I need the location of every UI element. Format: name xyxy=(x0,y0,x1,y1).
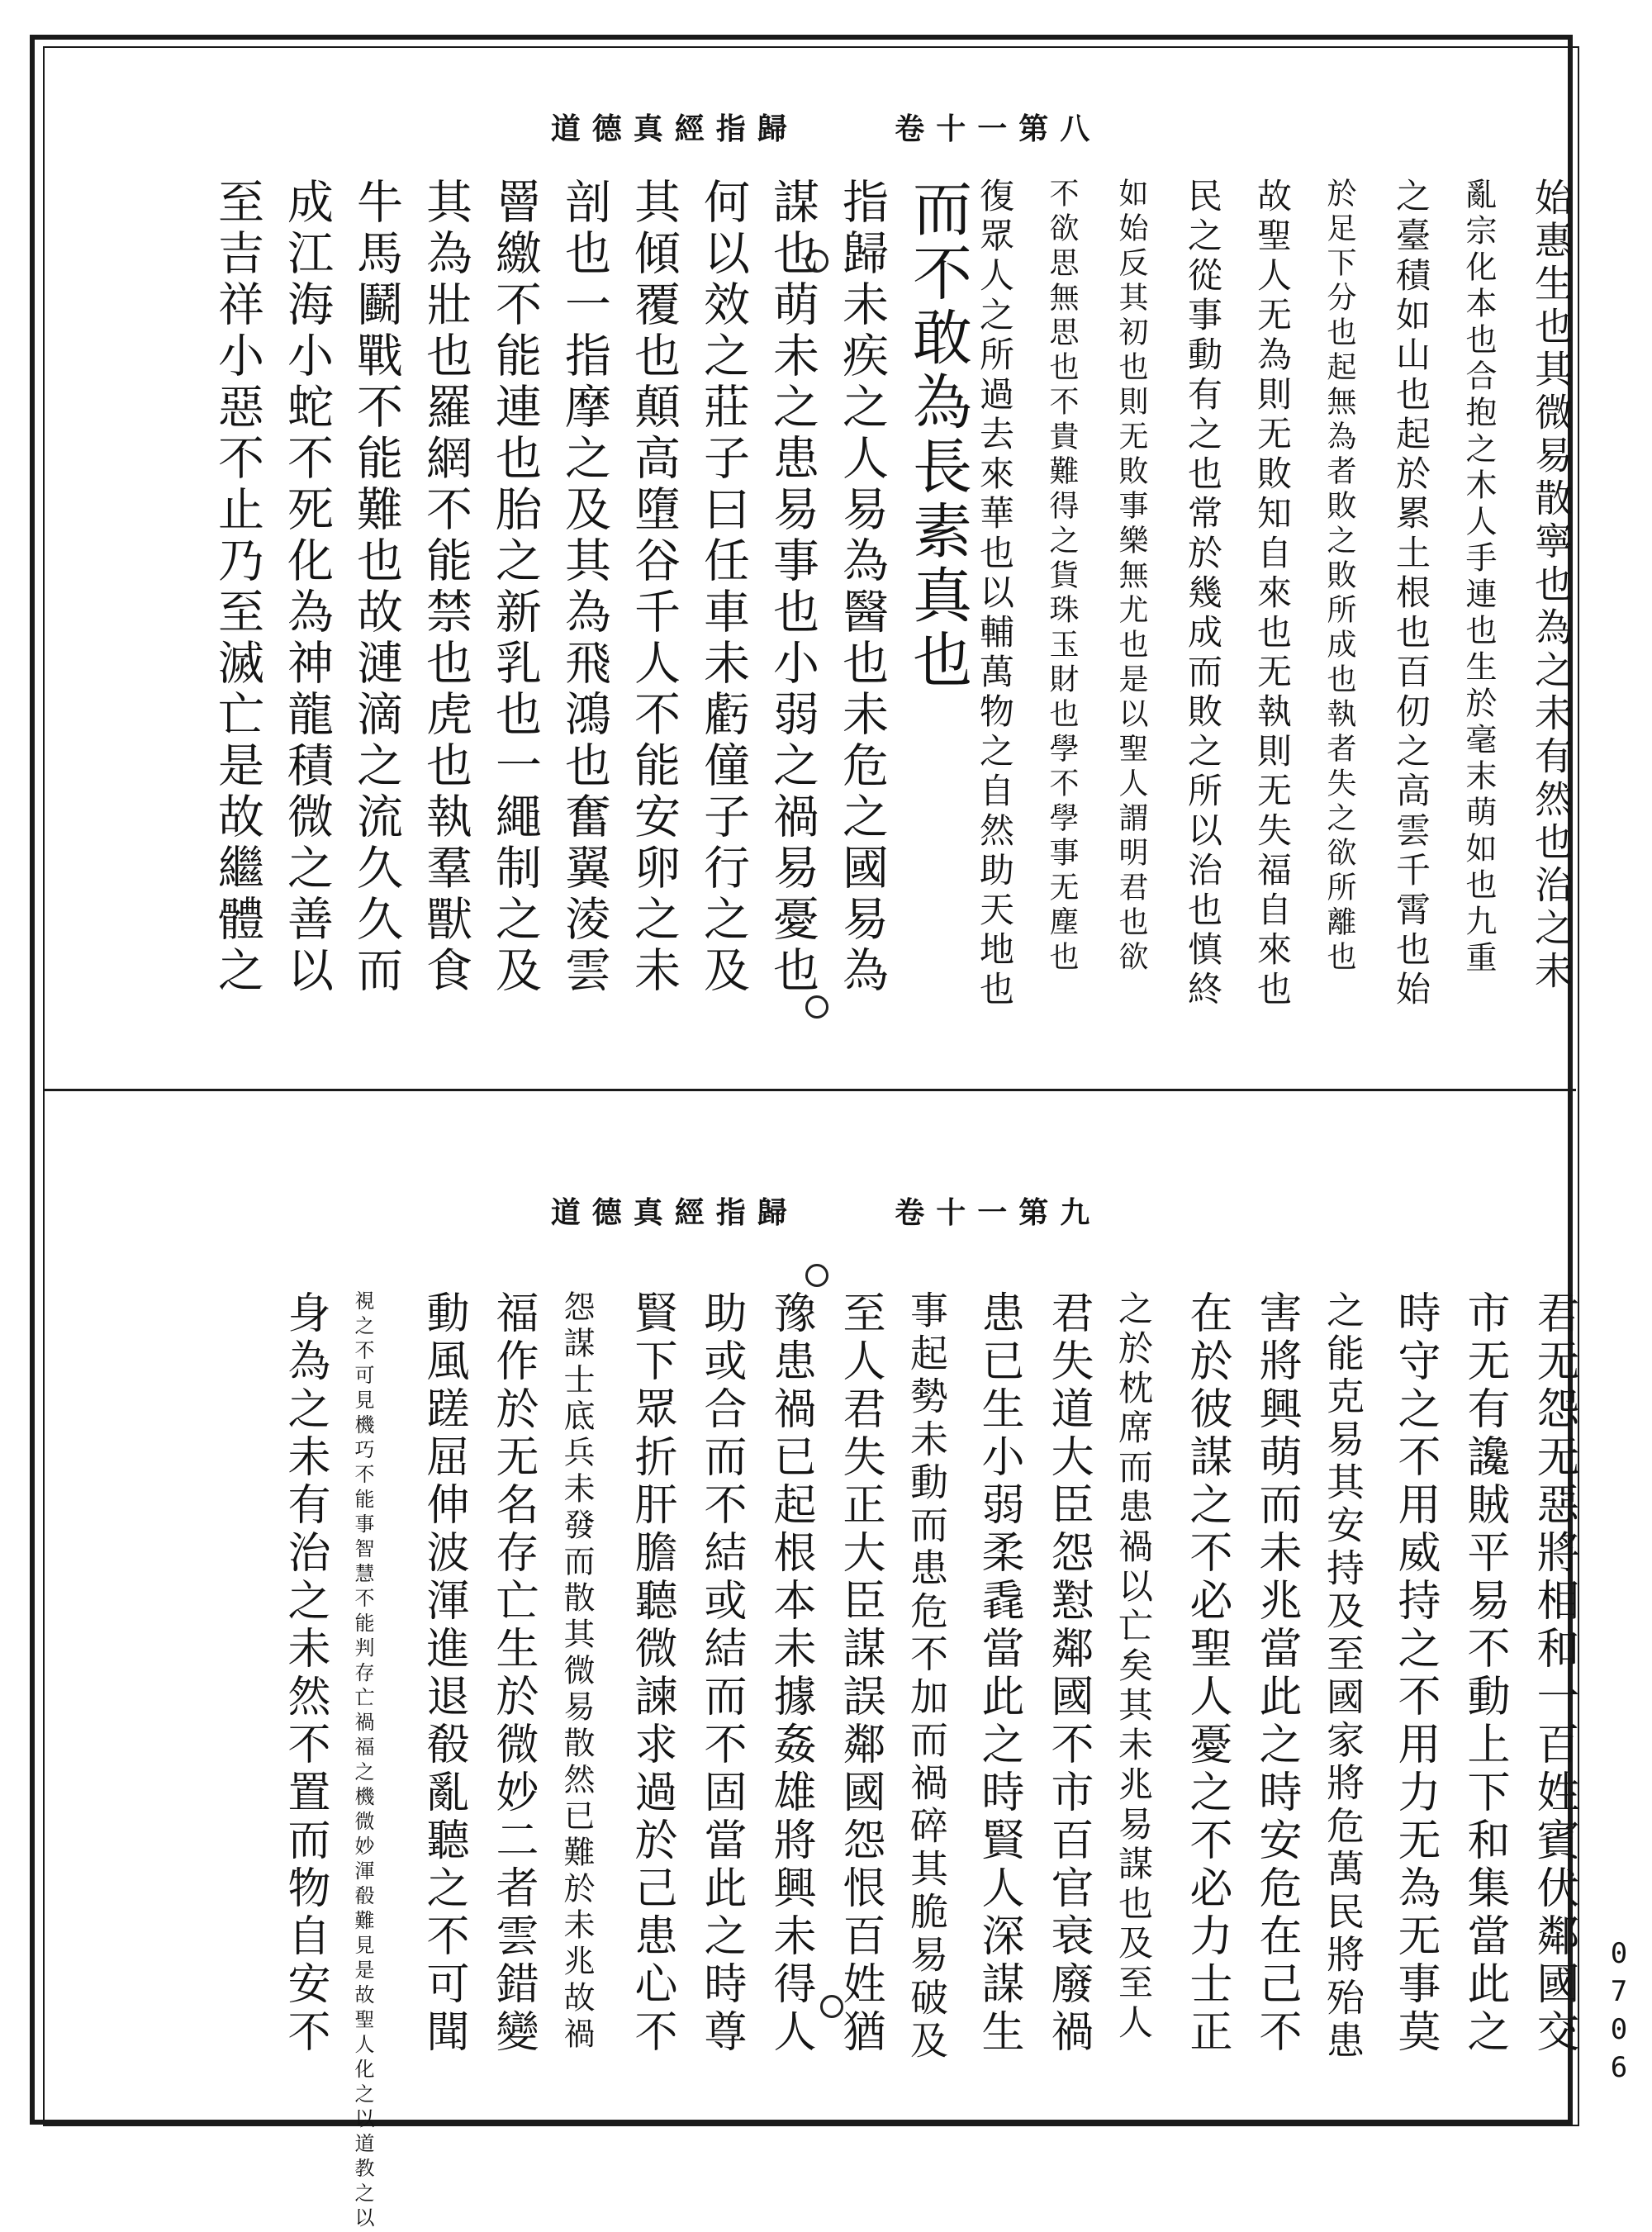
text-column: 動風蹉屈伸波渾進退殽亂聽之不可聞 xyxy=(419,1290,468,2057)
text-column: 如始反其初也則无敗事樂無尤也是以聖人謂明君也欲 xyxy=(1114,178,1148,976)
text-column: 其傾覆也顛高墮谷千人不能安卵之未 xyxy=(627,178,681,997)
bottom-panel-text xyxy=(74,1290,1586,2232)
text-column: 至吉祥小惡不止乃至滅亡是故繼體之 xyxy=(211,178,264,997)
text-column: 始惠生也其微易散寧也為之未有然也治之未 xyxy=(1529,178,1574,994)
top-panel-header xyxy=(0,106,1652,148)
text-column: 市无有讒賊平易不動上下和集當此之 xyxy=(1460,1290,1509,2057)
volume-label: 卷十一第九 xyxy=(895,1195,1102,1230)
text-column: 剖也一指摩之及其為飛鴻也奮翼淩雲 xyxy=(558,178,611,997)
text-column: 時守之不用威持之不用力无為无事莫 xyxy=(1390,1290,1440,2057)
text-column: 身為之未有治之未然不置而物自安不 xyxy=(280,1290,330,2057)
text-column: 至人君失正大臣謀誤鄰國怨恨百姓猶 xyxy=(835,1290,885,2057)
section-marker-circle xyxy=(820,1995,843,2018)
book-title: 道德真經指歸 xyxy=(550,112,799,146)
text-column: 事起勢未動而患危不加而禍碎其脆易破及 xyxy=(904,1290,949,2063)
volume-label: 卷十一第八 xyxy=(895,112,1102,146)
section-marker-circle xyxy=(805,1264,828,1287)
text-column: 不欲思無思也不貴難得之貨珠玉財也學不學事无塵也 xyxy=(1045,178,1079,976)
text-column: 助或合而不結或結而不固當此之時尊 xyxy=(696,1290,746,2057)
text-column: 而不敢為長素真也 xyxy=(903,178,972,693)
text-column: 指歸未疾之人易為醫也未危之國易為 xyxy=(835,178,889,997)
section-marker-circle xyxy=(805,995,828,1019)
text-column: 之臺積如山也起於累土根也百仞之高雲千霄也始 xyxy=(1391,178,1431,1010)
text-column: 謀也萌未之患易事也小弱之禍易憂也 xyxy=(766,178,819,997)
text-column: 患已生小弱柔毳當此之時賢人深謀生 xyxy=(974,1290,1023,2057)
text-column: 君无怨无惡將相和一百姓賓伏鄰國交 xyxy=(1529,1290,1578,2057)
text-column: 怨謀士底兵未發而散其微易散然已難於未兆故禍 xyxy=(558,1290,595,2054)
top-panel-text xyxy=(74,178,1586,1012)
text-column: 復眾人之所過去來華也以輔萬物之自然助天地也 xyxy=(975,178,1015,1010)
text-column: 在於彼謀之不必聖人憂之不必力士正 xyxy=(1182,1290,1232,2057)
text-column: 其為壯也羅網不能禁也虎也執羣獸食 xyxy=(419,178,472,997)
book-title: 道德真經指歸 xyxy=(550,1195,799,1230)
text-column: 罾繳不能連也胎之新乳也一繩制之及 xyxy=(488,178,542,997)
text-column: 豫患禍已起根本未據姦雄將興未得人 xyxy=(766,1290,815,2057)
text-column: 賢下眾折肝膽聽微諫求過於己患心不 xyxy=(627,1290,676,2057)
panel-divider xyxy=(43,1089,1576,1091)
text-column: 牛馬鬬戰不能難也故漣滴之流久久而 xyxy=(349,178,403,997)
bottom-panel-header xyxy=(0,1190,1652,1232)
text-column: 何以效之莊子曰任車未虧僮子行之及 xyxy=(696,178,750,997)
section-marker-circle xyxy=(805,249,828,273)
text-column: 於足下分也起無為者敗之敗所成也執者失之欲所離也 xyxy=(1322,178,1356,976)
page-number: 0706 xyxy=(1602,1937,1635,2089)
text-column: 之於枕席而患禍以亡矣其未兆易謀也及至人 xyxy=(1113,1290,1154,2044)
text-column: 君失道大臣怨懟鄰國不市百官衰廢禍 xyxy=(1043,1290,1093,2057)
text-column: 民之從事動有之也常於幾成而敗之所以治也慎終 xyxy=(1183,178,1223,1010)
text-column: 成江海小蛇不死化為神龍積微之善以 xyxy=(280,178,334,997)
text-column: 害將興萌而未兆當此之時安危在己不 xyxy=(1251,1290,1301,2057)
text-column: 亂宗化本也合抱之木人手連也生於毫末萌如也九重 xyxy=(1460,178,1497,977)
text-column: 之能克易其安持及至國家將危萬民將殆患 xyxy=(1321,1290,1365,2063)
text-column: 視之不可見機巧不能事智慧不能判存亡禍福之機微妙渾殽難見是故聖人化之以道教之以 xyxy=(351,1290,374,2232)
text-column: 福作於无名存亡生於微妙二者雲錯變 xyxy=(488,1290,538,2057)
text-column: 故聖人无為則无敗知自來也无執則无失福自來也 xyxy=(1252,178,1293,1010)
